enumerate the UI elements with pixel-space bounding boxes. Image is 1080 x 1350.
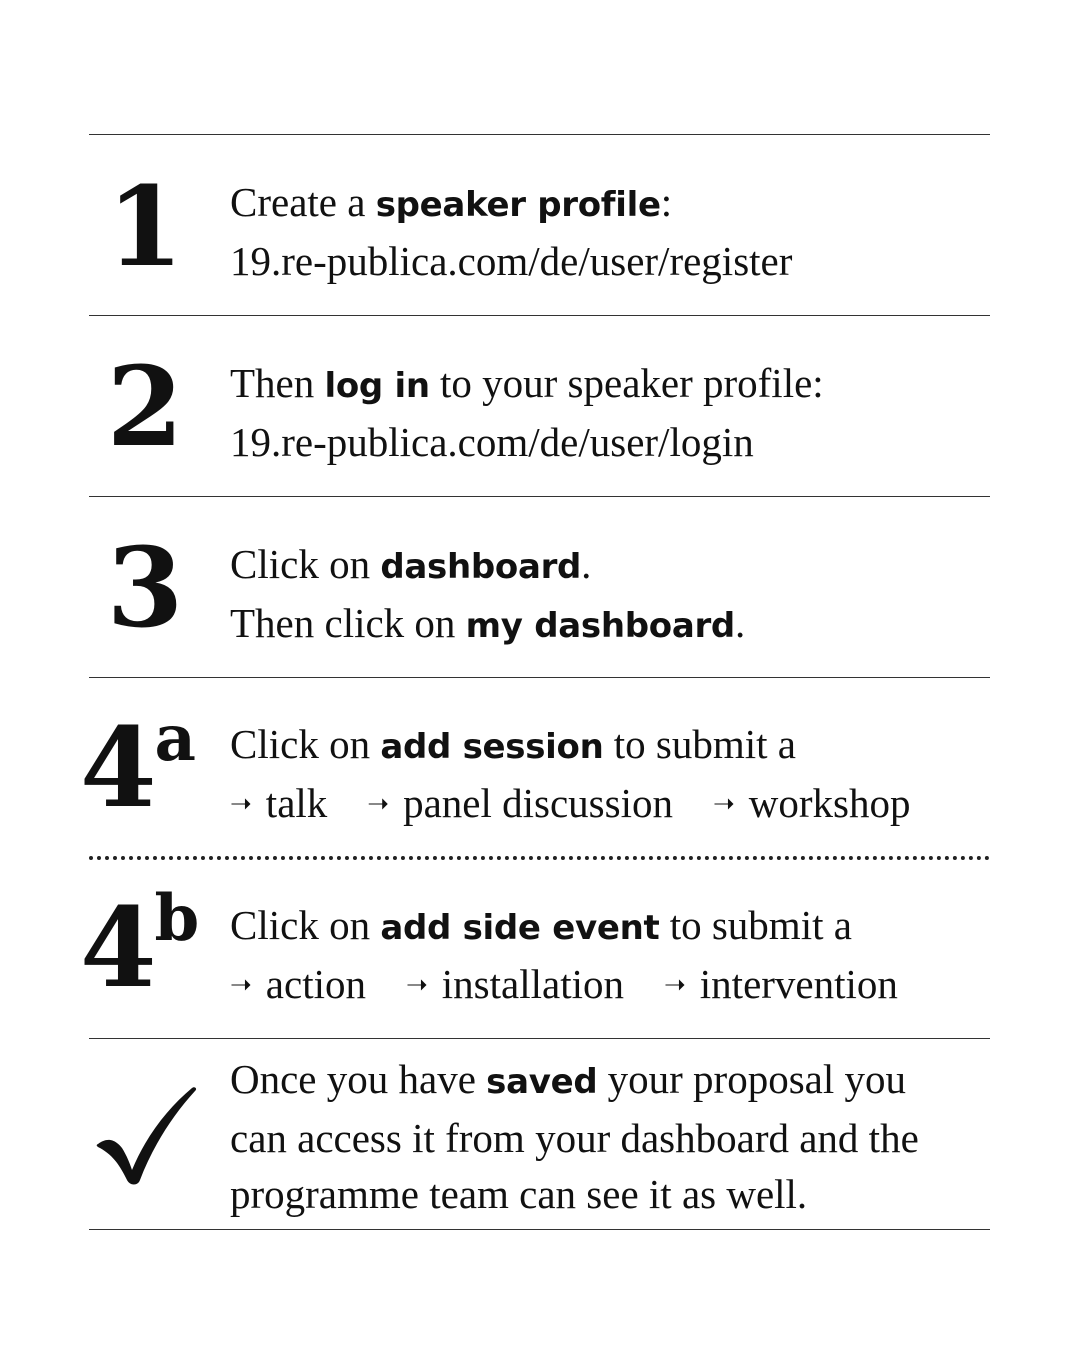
divider-3-4a	[89, 677, 990, 678]
step-4a-number	[80, 701, 210, 832]
arrow-right-icon: ➝	[367, 789, 390, 819]
arrow-right-icon: ➝	[230, 789, 252, 819]
divider-4b-check	[89, 1038, 990, 1039]
step-save-line2: can access it from your dashboard and the	[230, 1115, 919, 1161]
step-4b-line1-pre: Click on	[230, 902, 381, 948]
divider-1-2	[89, 315, 990, 316]
step-2-text	[230, 355, 1000, 470]
step-4a-option-label: workshop	[748, 780, 911, 826]
step-4b-line1-bold: add side event	[380, 908, 660, 948]
step-2-line1-post: to your speaker profile:	[429, 360, 824, 406]
step-1-text	[230, 174, 1000, 289]
step-4b-option-label: intervention	[699, 961, 898, 1007]
step-3-line2-pre: Then click on	[230, 600, 466, 646]
step-1-line1-pre: Create a	[230, 179, 376, 225]
step-4a-option-talk	[230, 775, 327, 837]
step-1-line1-post: :	[660, 179, 673, 225]
step-save-line3: programme team can see it as well.	[230, 1171, 808, 1217]
step-save-text	[230, 1051, 1000, 1222]
step-2-line1-pre: Then	[230, 360, 325, 406]
step-save-line1-bold: saved	[486, 1062, 598, 1102]
step-4b-line1-post: to submit a	[659, 902, 852, 948]
arrow-right-icon: ➝	[663, 970, 686, 1000]
step-4b-sup: b	[154, 881, 200, 956]
step-4a-digit: 4	[80, 703, 153, 832]
divider-2-3	[89, 496, 990, 497]
step-4a-text	[230, 716, 1000, 837]
step-4b-text	[230, 897, 1000, 1018]
step-1-number: 1	[106, 162, 180, 291]
arrow-right-icon: ➝	[712, 789, 735, 819]
step-3-line2-post: .	[734, 600, 746, 646]
step-4b-option-installation	[406, 956, 624, 1018]
step-4a-option-label: panel discussion	[403, 780, 673, 826]
divider-4a-4b-dotted	[89, 856, 990, 860]
step-4b-option-action	[230, 956, 366, 1018]
step-3-text	[230, 536, 1000, 654]
step-4a-option-label: talk	[265, 780, 328, 826]
step-save-line1-pre: Once you have	[230, 1056, 487, 1102]
step-3-number: 3	[106, 523, 180, 652]
step-1-line1-bold: speaker profile	[375, 185, 661, 225]
step-4b-option-label: installation	[441, 961, 624, 1007]
step-3-line1-pre: Click on	[230, 541, 381, 587]
step-2-number: 2	[106, 342, 180, 471]
divider-bottom	[89, 1229, 990, 1230]
divider-top	[89, 134, 990, 135]
step-3-line2-bold: my dashboard	[465, 606, 735, 646]
arrow-right-icon: ➝	[230, 970, 252, 1000]
step-4a-line1-post: to submit a	[603, 721, 796, 767]
step-4b-digit: 4	[80, 883, 153, 1012]
step-4a-line1-pre: Click on	[230, 721, 381, 767]
step-4a-option-panel	[367, 775, 673, 837]
arrow-right-icon: ➝	[405, 970, 428, 1000]
step-save-line1-post: your proposal you	[597, 1056, 907, 1102]
step-3-line1-post: .	[581, 541, 592, 587]
step-4b-number	[80, 881, 210, 1012]
step-3-line1-bold: dashboard	[380, 547, 582, 587]
checkmark-icon	[92, 1082, 202, 1192]
step-4a-option-workshop	[713, 775, 911, 837]
step-4a-line1-bold: add session	[380, 727, 604, 767]
step-4b-option-label: action	[265, 961, 366, 1007]
step-1-register-url[interactable]: 19.re-publica.com/de/user/register	[230, 238, 793, 284]
step-4b-option-intervention	[664, 956, 898, 1018]
step-2-login-url[interactable]: 19.re-publica.com/de/user/login	[230, 419, 754, 465]
step-2-line1-bold: log in	[324, 366, 430, 406]
step-4a-sup: a	[154, 701, 197, 776]
